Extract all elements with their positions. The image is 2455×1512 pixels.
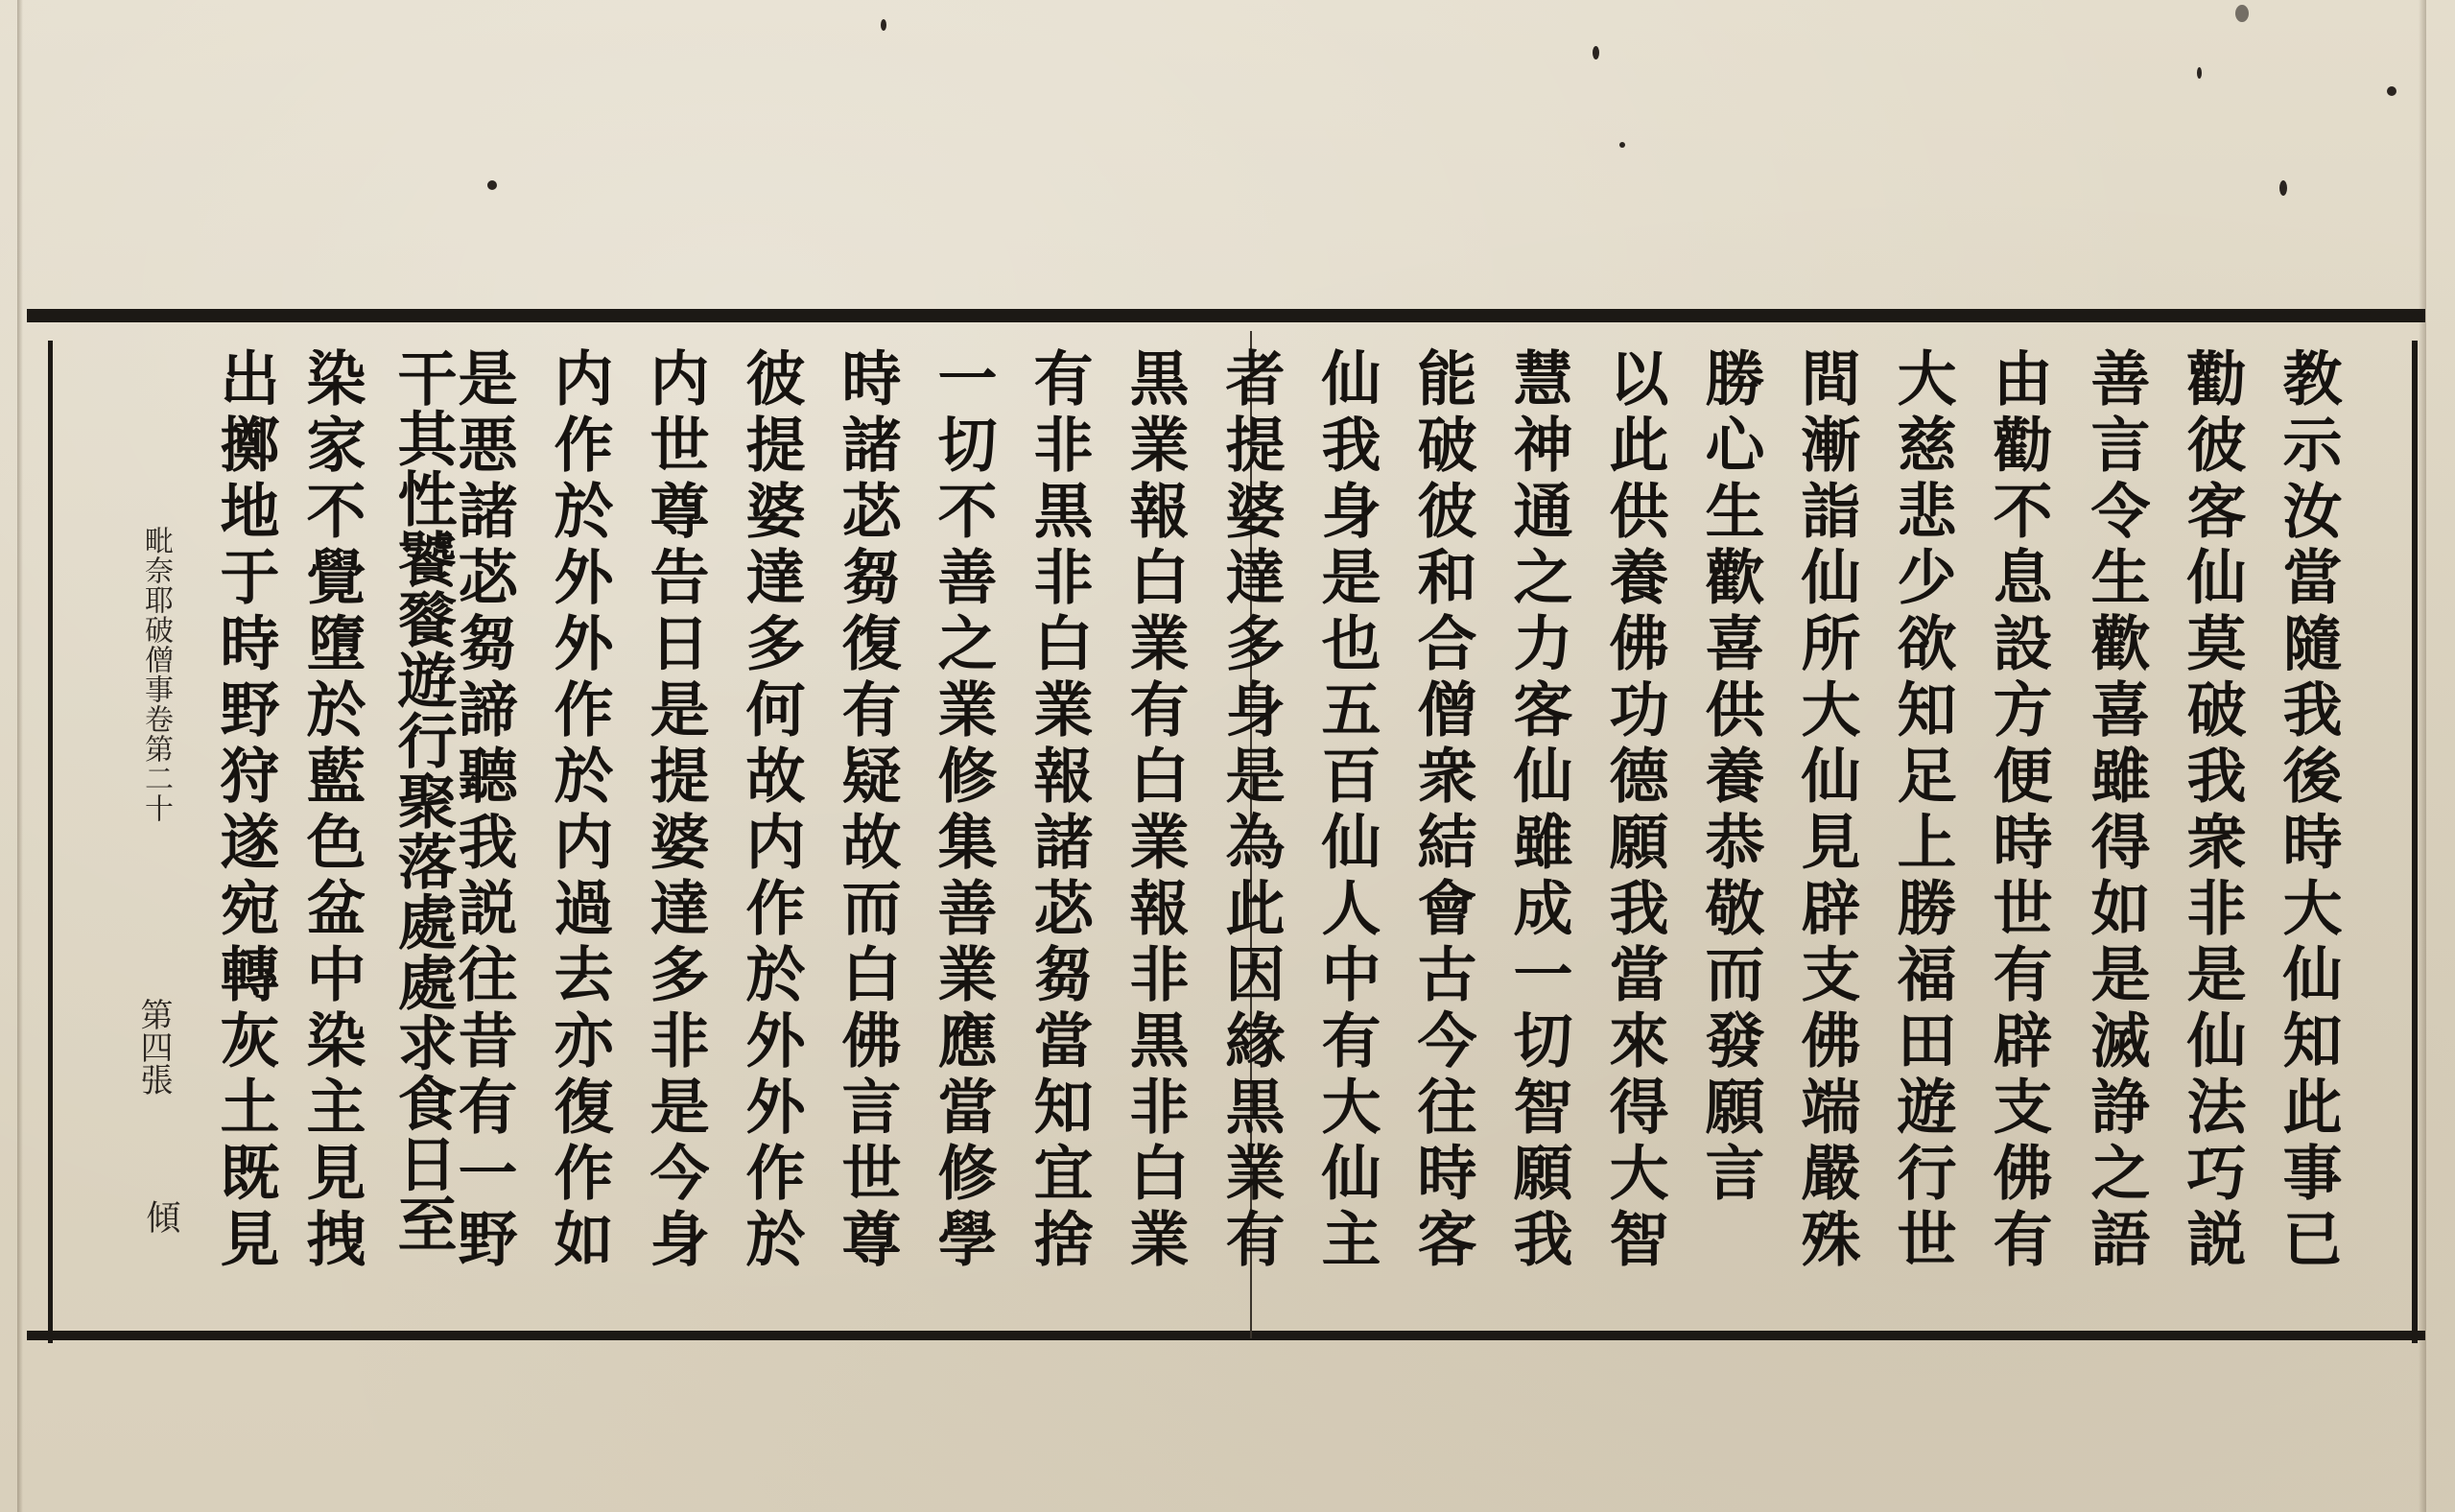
ink-speck — [1593, 46, 1599, 59]
text-column-1 — [2264, 347, 2350, 1326]
column-text: 黒業報白業有白業報非黒非白業 — [1120, 347, 1190, 1274]
text-column-12 — [1207, 347, 1293, 1326]
ink-speck — [487, 180, 497, 190]
column-text: 間漸詣仙所大仙見辟支佛端嚴殊 — [1791, 347, 1861, 1274]
column-text: 勸彼客仙莫破我衆非是仙法巧説 — [2177, 347, 2247, 1274]
ink-speck — [2279, 180, 2287, 196]
text-column-21 — [379, 347, 465, 1326]
text-column-23 — [201, 347, 288, 1326]
margin-carver-mark: 傾 — [141, 1199, 180, 1234]
text-column-15 — [919, 347, 1005, 1326]
column-text: 善言令生歡喜雖得如是滅諍之語 — [2081, 347, 2151, 1274]
column-text: 内作於外外作於内過去亦復作如 — [544, 347, 614, 1274]
column-text: 時諸苾芻復有疑故而白佛言世尊 — [832, 347, 902, 1274]
column-text: 染家不覺墮於藍色盆中染主見拽 — [296, 347, 366, 1274]
text-column-4 — [1974, 347, 2061, 1326]
text-column-14 — [1015, 347, 1101, 1326]
column-text: 能破彼和合僧衆結會古今往時客 — [1407, 347, 1477, 1274]
column-text: 以此供養佛功德願我當來得大智 — [1599, 347, 1669, 1274]
page-edge-left — [17, 0, 23, 1512]
ink-speck — [881, 19, 886, 31]
column-text: 慧神通之力客仙雖成一切智願我 — [1503, 347, 1573, 1274]
text-column-6 — [1782, 347, 1869, 1326]
text-column-8 — [1591, 347, 1677, 1326]
text-column-17 — [727, 347, 814, 1326]
text-column-18 — [631, 347, 718, 1326]
text-column-16 — [823, 347, 909, 1326]
text-column-9 — [1495, 347, 1581, 1326]
column-text: 彼提婆達多何故内作於外外作於 — [736, 347, 806, 1274]
ink-speck — [2387, 86, 2396, 96]
column-text: 大慈悲少欲知足上勝福田遊行世 — [1887, 347, 1957, 1274]
text-column-10 — [1399, 347, 1485, 1326]
column-text: 出擲地于時野狩遂宛轉灰土既見 — [210, 347, 280, 1274]
column-text: 干其性饕餮遊行聚落處處求食日至 — [388, 347, 458, 1254]
column-text: 是悪諸苾芻諦聽我説往昔有一野 — [448, 347, 518, 1274]
column-text: 内世尊告日是提婆達多非是今身 — [640, 347, 710, 1274]
ink-speck — [2197, 67, 2202, 79]
margin-page-number: 第四張 — [134, 998, 173, 1096]
column-text: 由勸不息設方便時世有辟支佛有 — [1983, 347, 2053, 1274]
text-column-2 — [2168, 347, 2254, 1326]
text-column-11 — [1303, 347, 1389, 1326]
column-text: 有非黒非白業報諸苾芻當知宜捨 — [1024, 347, 1094, 1274]
column-text: 者提婆達多身是為此因緣黒業有 — [1216, 347, 1286, 1274]
text-column-3 — [2072, 347, 2159, 1326]
text-column-7 — [1687, 347, 1773, 1326]
ink-speck — [2235, 5, 2249, 22]
text-column-5 — [1878, 347, 1965, 1326]
column-text: 教示汝當隨我後時大仙知此事已 — [2273, 347, 2343, 1274]
text-column-19 — [535, 347, 622, 1326]
text-column-13 — [1111, 347, 1197, 1326]
text-column-22 — [288, 347, 374, 1326]
column-text: 一切不善之業修集善業應當修學 — [928, 347, 998, 1274]
margin-volume-title: 毗奈耶破僧事卷第二十 — [139, 526, 173, 823]
column-text: 仙我身是也五百仙人中有大仙主 — [1311, 347, 1381, 1274]
ink-speck — [1619, 142, 1625, 148]
column-text: 勝心生歡喜供養恭敬而發願言 — [1695, 347, 1765, 1208]
